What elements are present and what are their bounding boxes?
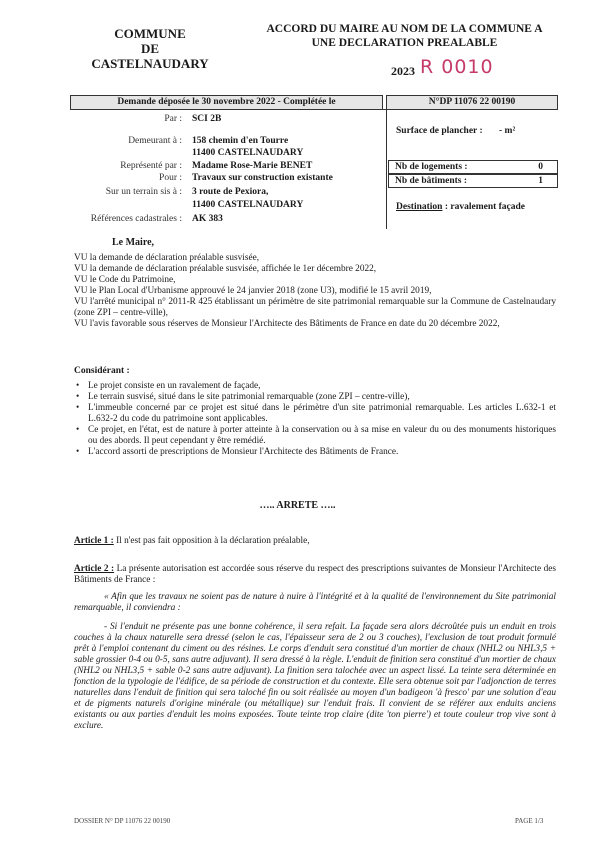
info-value: AK 383 [192, 214, 223, 224]
info-value: 11400 CASTELNAUDARY [192, 200, 304, 210]
info-label: Pour : [159, 173, 182, 183]
article-1 [74, 536, 556, 547]
commune-title [80, 26, 220, 71]
le-maire: Le Maire, [112, 237, 155, 248]
vu-item: VU le Code du Patrimoine, [74, 275, 176, 285]
destination-label: Destination [396, 202, 443, 212]
surface-value: - m² [499, 126, 516, 136]
article-2-label: Article 2 : [74, 564, 115, 574]
destination-value: : ravalement façade [444, 202, 526, 212]
footer-dossier: DOSSIER N° DP 11076 22 00190 [74, 817, 171, 825]
info-label: Demeurant à : [128, 136, 182, 146]
info-label: Sur un terrain sis à : [105, 187, 182, 197]
batiments-label: Nb de bâtiments : [395, 176, 468, 186]
divider [70, 109, 387, 110]
considerant-item: • L'immeuble concerné par ce projet est situé dans le périmètre d'un site patrimonial remarquable. Les articles L.632-1 et L.632-2 du code du patrimoine sont applicables. [74, 403, 556, 425]
article-2-prescription: - Si l'enduit ne présente pas une bonne cohérence, il sera refait. La façade sera alors décroûtée puis un enduit en trois couches à la chaux naturelle sera dressé (selon le cas, l'épaisseur sera de 2 ou 3 couches), l'exclusion de tout produit formulé prêt à l'emploi contenant du ciment ou des résines. Le corps d'enduit sera constitué d'un mortier de chaux (NHL2 ou NHL3,5 + sable grossier 0-4 ou 0-5, sans autre adjuvant). Il sera dressé à la règle. L'enduit de finition sera constitué d'un mortier de chaux (NHL2 ou NHL3,5 + sable 0-2 sans autre adjuvant). La finition sera talochée avec un aspect lissé. La teinte sera déterminée en fonction de la typologie de l'édifice, de sa période de construction et du contexte. Elle sera obtenue soit par l'adjonction de terres naturelles dans l'enduit de finition qui sera taloché fin ou soit réalisée au moyen d'un badigeon 'à fresco' par une solution d'eau et de pigments naturels d'origine minérale (ou métallique) sur l'enduit frais. Il convient de se référer aux enduits anciens existants ou aux parties d'enduit les moins exposées. Toute teinte trop claire (dite 'ton pierre') et toute couleur trop vive sont à exclure. [74, 622, 556, 731]
destination [396, 202, 525, 213]
vu-item: VU la demande de déclaration préalable susvisée, [74, 253, 260, 263]
vu-item: VU le Plan Local d'Urbanisme approuvé le 24 janvier 2018 (zone U3), modifié le 15 avril 2019, [74, 286, 432, 296]
info-value: 158 chemin d'en Tourre [192, 136, 289, 146]
dp-number: N°DP 11076 22 00190 [386, 95, 558, 110]
vu-item: VU la demande de déclaration préalable susvisée, affichée le 1er décembre 2022, [74, 264, 377, 274]
handwritten-reference: R 0010 [420, 56, 494, 78]
arrete-heading: ….. ARRETE ….. [259, 500, 336, 511]
batiments-value: 1 [538, 176, 543, 186]
vu-section [74, 253, 556, 330]
article-2-quote-intro: « Afin que les travaux ne soient pas de nature à nuire à l'intégrité et à la qualité de l'environnement du Site patrimonial remarquable, il conviendra : [74, 592, 556, 613]
year: 2023 [391, 64, 415, 78]
considerant-item: • Ce projet, en l'état, est de nature à porter atteinte à la conservation ou à sa mise en valeur du ou des monuments historiques ou des abords. Il peut cependant y être remédié. [74, 425, 556, 447]
considerant-list [74, 381, 556, 458]
article-2-text: La présente autorisation est accordée sous réserve du respect des prescriptions suivantes de Monsieur l'Architecte des Bâtiments de France : [74, 564, 556, 585]
info-label: Représenté par : [120, 161, 182, 171]
commune-line-3: CASTELNAUDARY [91, 56, 209, 71]
article-1-text: Il n'est pas fait opposition à la déclaration préalable, [113, 536, 310, 546]
info-value: Travaux sur construction existante [192, 173, 333, 183]
info-label: Références cadastrales : [90, 214, 182, 224]
vu-item: VU l'arrêté municipal n° 2011-R 425 établissant un périmètre de site patrimonial remarquable sur la Commune de Castelnaudary (zone ZPI – centre-ville), [74, 297, 556, 318]
logements-label: Nb de logements : [395, 162, 468, 172]
info-value: Madame Rose-Marie BENET [192, 161, 313, 171]
surface-plancher [396, 126, 515, 137]
commune-line-1: COMMUNE [114, 26, 186, 41]
info-value: 3 route de Pexiora, [192, 187, 269, 197]
article-1-label: Article 1 : [74, 536, 114, 546]
logements-value: 0 [538, 162, 543, 172]
considerant-item: • L'accord assorti de prescriptions de Monsieur l'Architecte des Bâtiments de France. [74, 447, 556, 458]
accord-title [232, 22, 577, 50]
considerant-title: Considérant : [74, 366, 130, 376]
applicant-info [0, 114, 386, 234]
commune-line-2: DE [140, 41, 160, 56]
accord-line-2: UNE DECLARATION PREALABLE [311, 37, 498, 49]
info-value: 11400 CASTELNAUDARY [192, 148, 304, 158]
demande-deposee: Demande déposée le 30 novembre 2022 - Complétée le [70, 95, 383, 110]
article-2 [74, 564, 556, 732]
vu-item: VU l'avis favorable sous réserves de Monsieur l'Architecte des Bâtiments de France en date du 20 décembre 2022, [74, 319, 500, 329]
considerant-item: • Le projet consiste en un ravalement de façade, [74, 381, 556, 392]
footer-page: PAGE 1/3 [515, 817, 544, 825]
surface-label: Surface de plancher : [396, 126, 483, 136]
divider-vertical [386, 109, 387, 229]
accord-line-1: ACCORD DU MAIRE AU NOM DE LA COMMUNE A [266, 23, 543, 35]
nb-logements [388, 160, 558, 174]
info-label: Par : [164, 114, 182, 124]
nb-batiments [388, 174, 558, 188]
considerant-item: • Le terrain susvisé, situé dans le site patrimonial remarquable (zone ZPI – centre-ville), [74, 392, 556, 403]
info-value: SCI 2B [192, 114, 222, 124]
